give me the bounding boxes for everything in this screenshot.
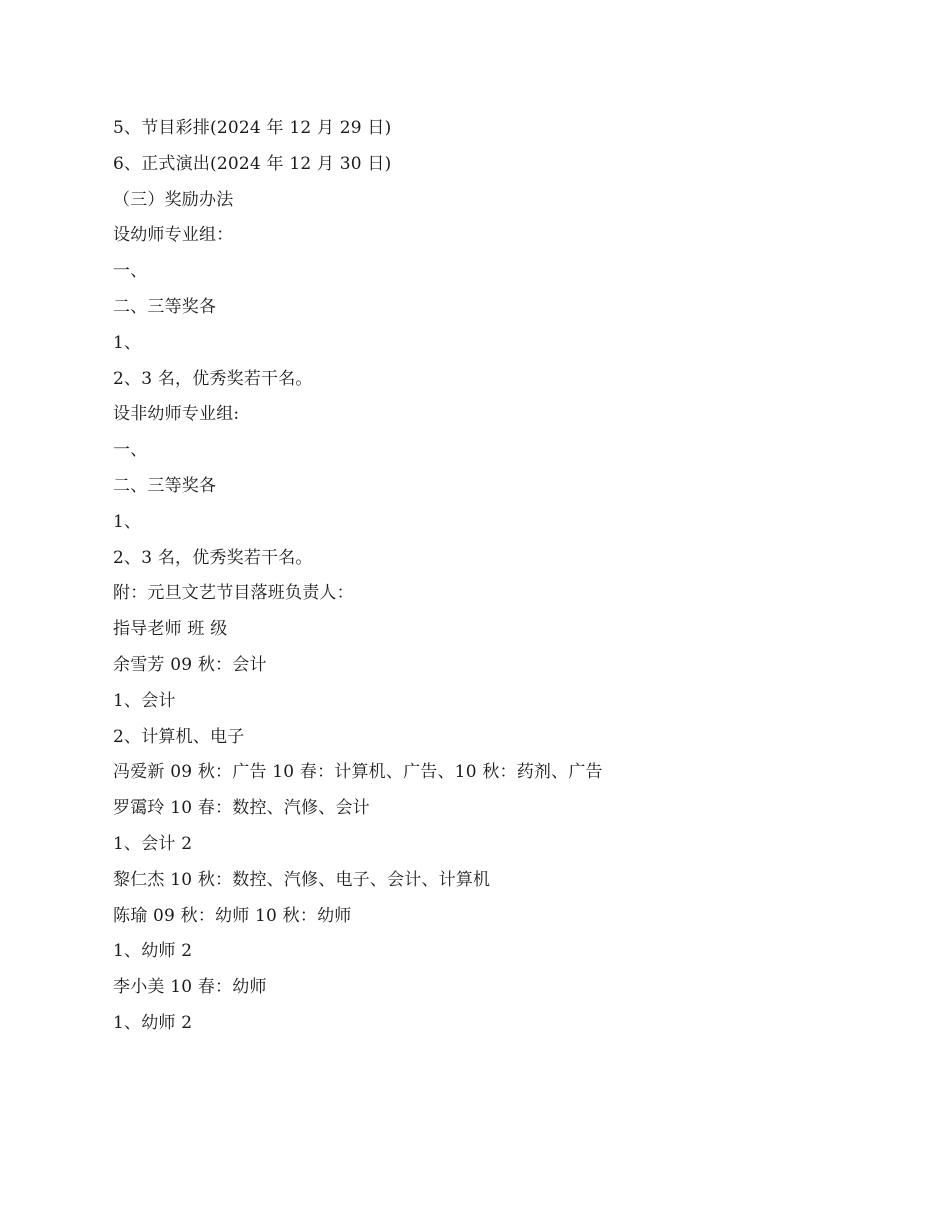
text-line: 1、会计 2 bbox=[113, 833, 193, 854]
text-line: 1、会计 bbox=[113, 690, 176, 711]
text-line: 余雪芳 09 秋：会计 bbox=[113, 654, 267, 675]
text-line: 二、三等奖各 bbox=[113, 475, 217, 496]
text-line: 5、节目彩排(2024 年 12 月 29 日) bbox=[113, 118, 392, 138]
document-body bbox=[113, 111, 873, 1042]
text-line: 李小美 10 春：幼师 bbox=[113, 977, 267, 998]
text-line: 冯爱新 09 秋：广告 10 春：计算机、广告、10 秋：药剂、广告 bbox=[113, 762, 603, 783]
text-line: 1、 bbox=[113, 332, 142, 353]
text-line: 6、正式演出(2024 年 12 月 30 日) bbox=[113, 153, 392, 174]
text-line: 黎仁杰 10 秋：数控、汽修、电子、会计、计算机 bbox=[113, 869, 491, 890]
text-line: 一、 bbox=[113, 440, 148, 461]
text-line: 1、 bbox=[113, 511, 142, 532]
text-line: 设幼师专业组： bbox=[113, 225, 234, 246]
text-line: 陈瑜 09 秋：幼师 10 秋：幼师 bbox=[113, 905, 352, 926]
text-line: 指导老师 班 级 bbox=[113, 619, 228, 640]
text-line: 1、幼师 2 bbox=[113, 941, 193, 962]
text-line: 2、3 名，优秀奖若干名。 bbox=[113, 368, 313, 389]
text-line: 1、幼师 2 bbox=[113, 1012, 193, 1033]
text-line: 附：元旦文艺节目落班负责人： bbox=[113, 583, 354, 604]
text-line: 2、3 名，优秀奖若干名。 bbox=[113, 547, 313, 568]
text-line: 二、三等奖各 bbox=[113, 296, 217, 317]
text-line: 2、计算机、电子 bbox=[113, 726, 245, 747]
section-heading: （三）奖励办法 bbox=[113, 189, 234, 210]
text-line: 设非幼师专业组: bbox=[113, 404, 240, 425]
text-line: 一、 bbox=[113, 261, 148, 282]
text-line: 罗霭玲 10 春：数控、汽修、会计 bbox=[113, 798, 370, 819]
